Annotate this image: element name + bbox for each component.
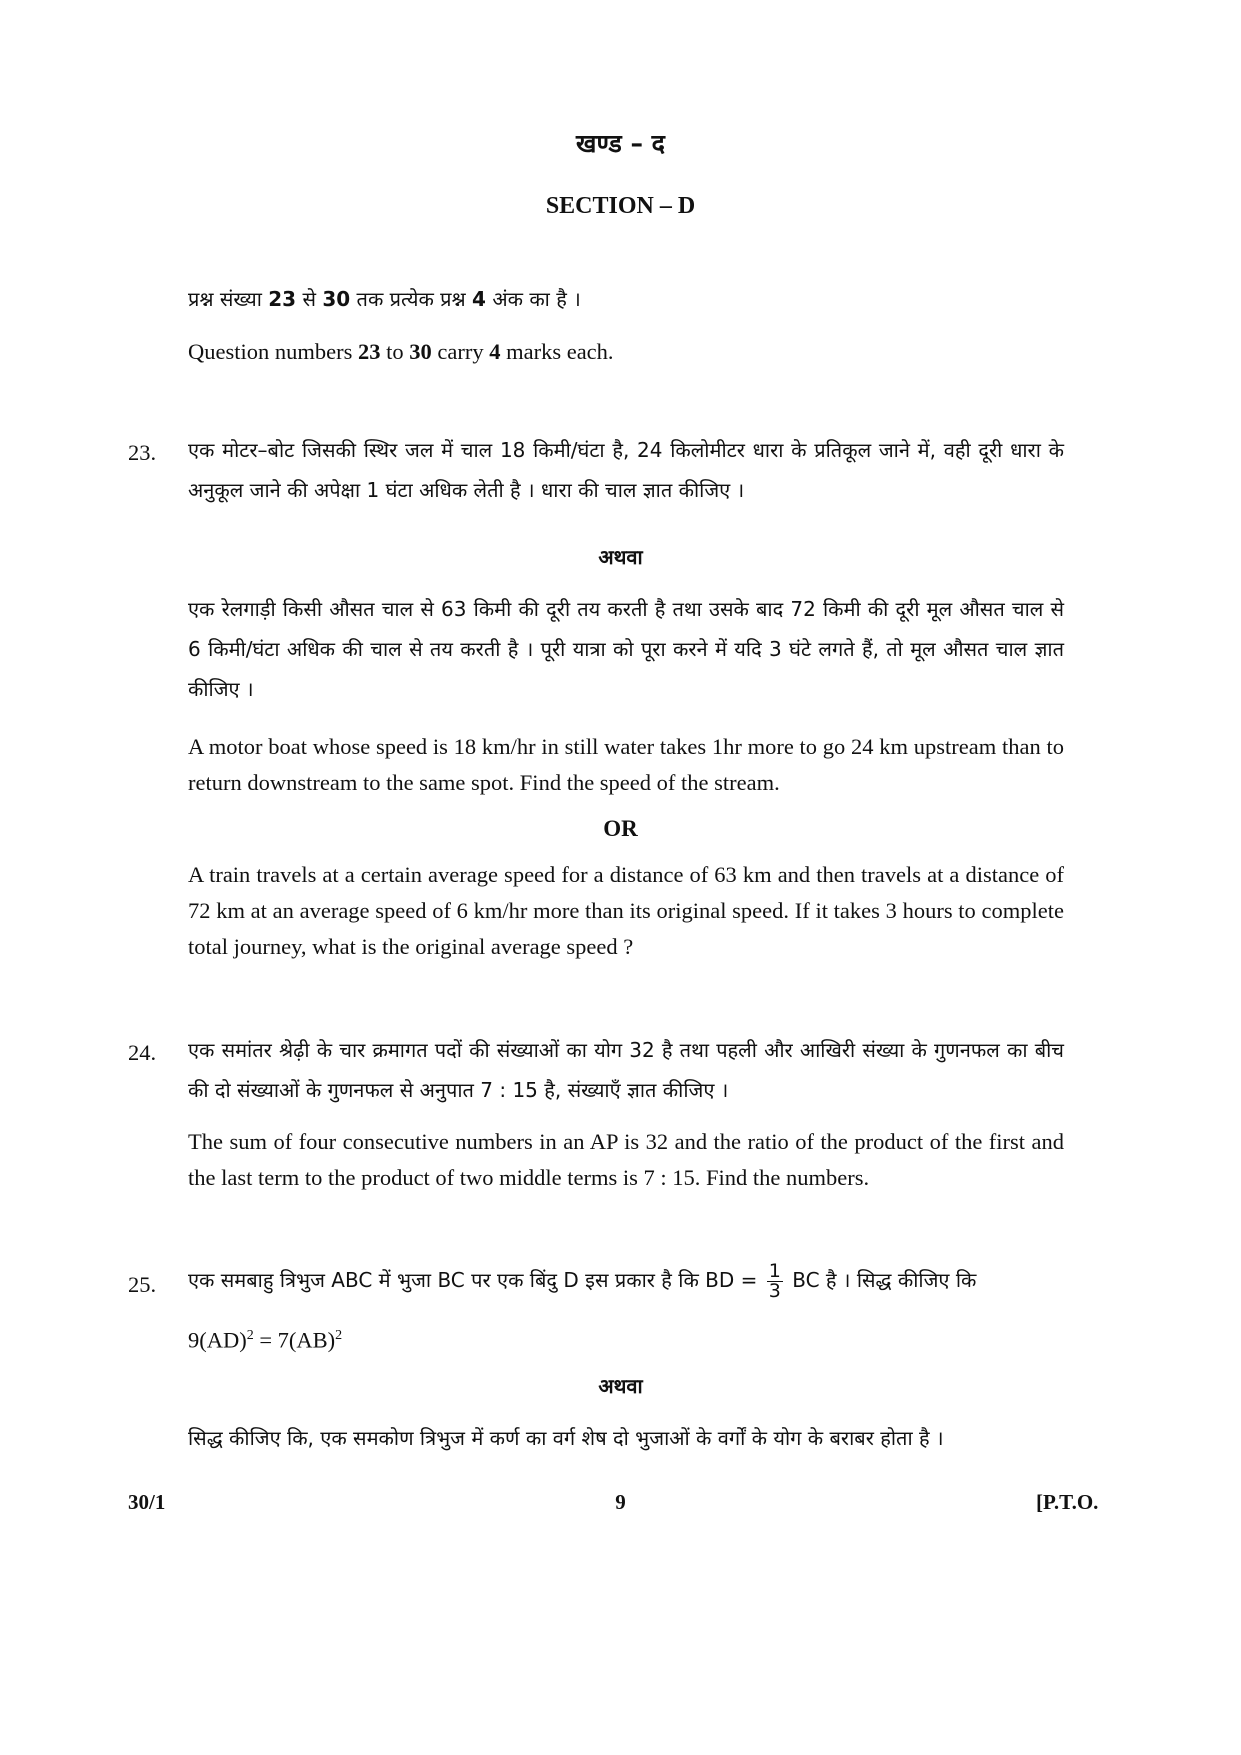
q24-hindi: एक समांतर श्रेढ़ी के चार क्रमागत पदों की संख्याओं का योग 32 है तथा पहली और आखिरी संख्या के गुणनफल का बीच की दो संख्याओं के गुणनफल से अनुपात 7 : 15 है, संख्याएँ ज्ञात कीजिए । — [188, 1038, 1064, 1102]
fraction-one-third: $\frac{1}{3}$ — [768, 1260, 781, 1302]
q24-english: The sum of four consecutive numbers in an AP is 32 and the ratio of the product of the first and the last term to the product of two middle terms is 7 : 15. Find the numbers. — [188, 1129, 1064, 1190]
question-number-24: 24. — [128, 1040, 157, 1065]
q23-english: A motor boat whose speed is 18 km/hr in still water takes 1hr more to go 24 km upstream than to return downstream to the same spot. Find the speed of the stream. — [188, 734, 1064, 795]
q25-alt-hindi: सिद्ध कीजिए कि, एक समकोण त्रिभुज में कर्ण का वर्ग शेष दो भुजाओं के वर्गों के योग के बराबर होता है । — [188, 1426, 944, 1450]
question-number-25: 25. — [128, 1272, 157, 1297]
section-title-hindi: खण्ड – द — [576, 129, 665, 158]
q23-alt-hindi: एक रेलगाड़ी किसी औसत चाल से 63 किमी की दूरी तय करती है तथा उसके बाद 72 किमी की दूरी मूल औसत चाल से 6 किमी/घंटा अधिक की चाल से तय करती है । पूरी यात्रा को पूरा करने में यदि 3 घंटे लगते हैं, तो मूल औसत चाल ज्ञात कीजिए । — [188, 597, 1064, 701]
instructions-english: Question numbers 23 to 30 carry 4 marks each. — [188, 339, 614, 364]
pto-label: [P.T.O. — [1036, 1490, 1099, 1514]
q23-hindi: एक मोटर–बोट जिसकी स्थिर जल में चाल 18 किमी/घंटा है, 24 किलोमीटर धारा के प्रतिकूल जाने में, वही दूरी धारा के अनुकूल जाने की अपेक्षा 1 घंटा अधिक लेती है । धारा की चाल ज्ञात कीजिए । — [188, 438, 1064, 502]
section-title-english: SECTION – D — [545, 193, 696, 219]
q23-or-hindi: अथवा — [598, 545, 643, 569]
q25-hindi: एक समबाहु त्रिभुज ABC में भुजा BC पर एक बिंदु D इस प्रकार है कि BD = $\frac{1}{3}$ BC है । सिद्ध कीजिए कि — [188, 1260, 977, 1302]
question-number-23: 23. — [128, 440, 157, 465]
q25-equation: 9(AD)$^2$ = 7(AB)$^2$ — [188, 1327, 343, 1353]
q25-or-hindi: अथवा — [598, 1374, 643, 1398]
paper-code: 30/1 — [128, 1490, 166, 1514]
instructions-hindi: प्रश्न संख्या 23 से 30 तक प्रत्येक प्रश्न 4 अंक का है । — [188, 287, 581, 311]
q23-or-english: OR — [603, 816, 638, 841]
page-number: 9 — [615, 1490, 626, 1514]
q23-alt-english: A train travels at a certain average speed for a distance of 63 km and then travels at a distance of 72 km at an average speed of 6 km/hr more than its original speed. If it takes 3 hours to complete total journey, what is the original average speed ? — [188, 862, 1064, 959]
